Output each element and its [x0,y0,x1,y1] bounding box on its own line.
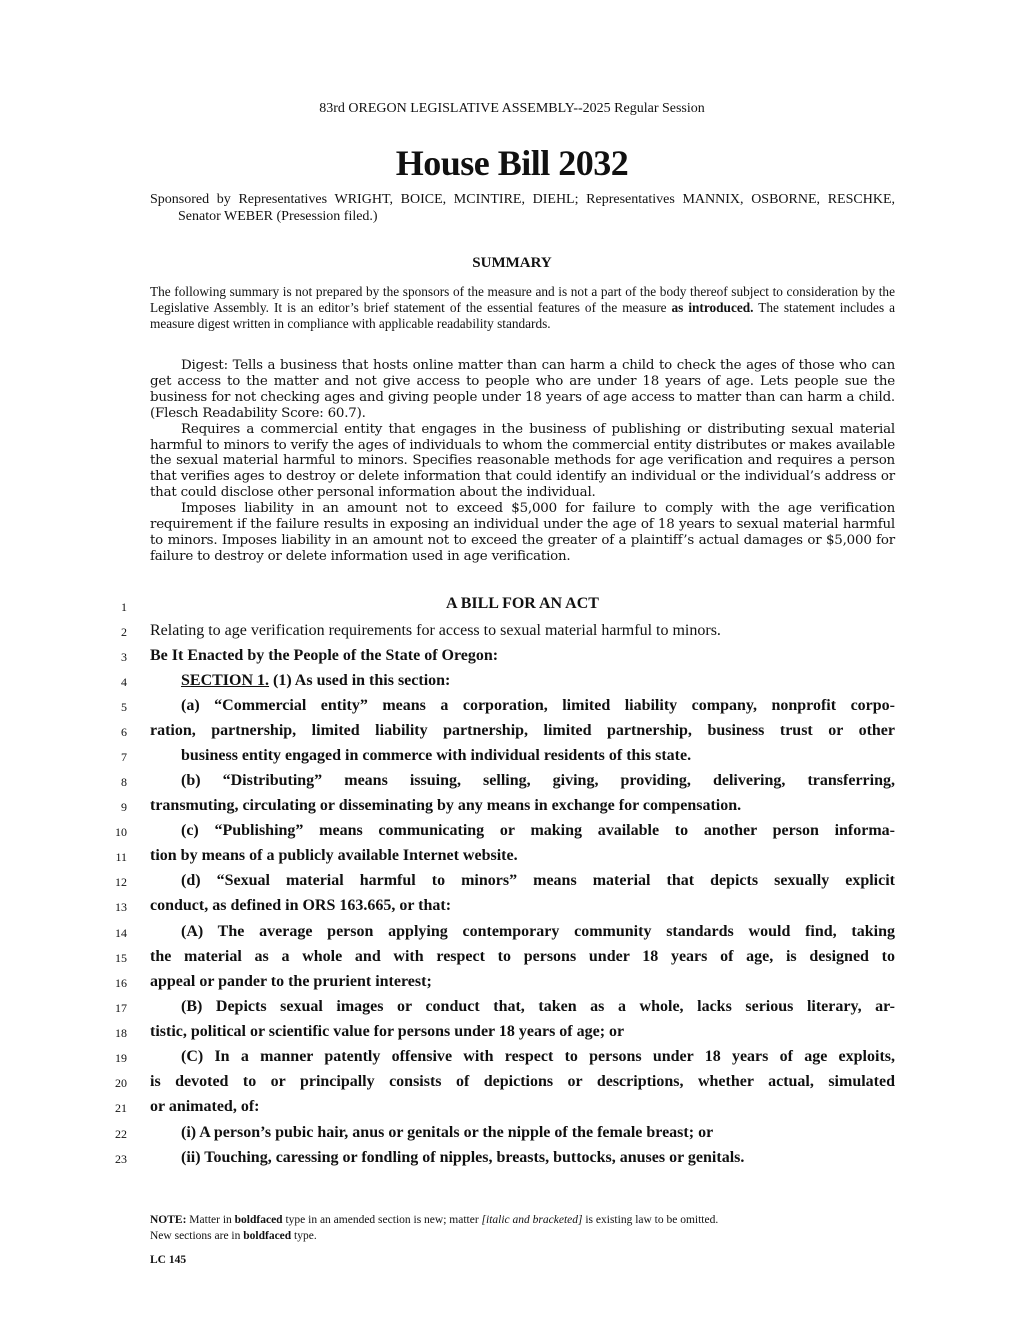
line-number: 8 [121,775,127,789]
footer-note [150,1213,895,1244]
bill-line: (b) “Distributing” means issuing, selling, giving, providing, delivering, transferring, [181,772,895,789]
line-number: 22 [115,1127,127,1141]
bill-line: tion by means of a publicly available Internet website. [150,847,518,864]
bill-line: (C) In a manner patently offensive with respect to persons under 18 years of age exploits, [181,1048,895,1065]
bill-line: or animated, of: [150,1098,260,1115]
bill-line: the material as a whole and with respect to persons under 18 years of age, is designed to [150,948,895,965]
digest-paragraph: Digest: Tells a business that hosts online matter than can harm a child to check the ages of those who can get access to the matter and not give access to people who are under 18 years of age. Lets people sue the business for not checking ages and giving people under 18 years of age access to matter than can harm a child. (Flesch Readability Score: 60.7). [150,358,895,421]
line-number: 4 [121,675,127,689]
line-number: 7 [121,750,127,764]
line-number: 2 [121,625,127,639]
bill-line: (a) “Commercial entity” means a corporation, limited liability company, nonprofit corpo- [181,697,895,714]
summary-intro [150,284,895,331]
bill-line: (A) The average person applying contemporary community standards would find, taking [181,923,895,940]
bill-line: ration, partnership, limited liability partnership, limited partnership, business trust or other [150,722,895,739]
bill-line: transmuting, circulating or disseminating by any means in exchange for compensation. [150,797,742,814]
line-number: 11 [115,850,127,864]
bill-line: appeal or pander to the prurient interest; [150,973,432,990]
line-number: 10 [115,825,127,839]
line-number: 20 [115,1076,127,1090]
summary-digest [150,358,895,565]
summary-heading: SUMMARY [472,255,552,271]
note-label: NOTE: [150,1214,187,1226]
line-number: 5 [121,700,127,714]
lc-number: LC 145 [150,1254,187,1266]
bill-line: Be It Enacted by the People of the State of Oregon: [150,647,499,664]
note-text: is existing law to be omitted. [582,1214,719,1226]
digest-paragraph-2: Requires a commercial entity that engages in the business of publishing or distributing sexual material harmful to minors to verify the ages of individuals to whom the commercial entity distributes or makes available the sexual material harmful to minors. Specifies reasonable methods for age verification and requires a person that verifies ages to destroy or delete information that could identify an individual or the individual’s address or that could disclose other personal information about the individual. [150,421,895,501]
digest-paragraph-3: Imposes liability in an amount not to exceed $5,000 for failure to comply with the age verification requirement if the failure results in exposing an individual under the age of 18 years to sexual material harmful to minors. Imposes liability in an amount not to exceed the greater of a plaintiff’s actual damages or $5,000 for failure to destroy or delete information used in age verification. [150,501,895,564]
line-number: 3 [121,650,127,664]
summary-intro-text-2: The statement includes a measure digest written in compliance with applicable readability standards. [150,299,895,331]
session-header: 83rd OREGON LEGISLATIVE ASSEMBLY--2025 Regular Session [319,101,705,116]
line-number: 16 [115,976,127,990]
line-number: 15 [115,951,127,965]
bill-heading: A BILL FOR AN ACT [446,595,599,612]
bill-title: House Bill 2032 [395,143,629,183]
note-text: type in an amended section is new; matter [282,1214,482,1226]
bill-line [150,671,895,691]
section-label: SECTION 1. [181,672,270,689]
summary-intro-text: The following summary is not prepared by the sponsors of the measure and is not a part of the body thereof subject to consideration by the Legislative Assembly. It is an editor’s brief statement of the essential features of the measure [150,284,895,315]
line-number: 13 [115,900,127,914]
bill-line: (d) “Sexual material harmful to minors” means material that depicts sexually explicit [181,872,895,889]
line-number: 1 [121,600,127,614]
bill-line: (B) Depicts sexual images or conduct that, taken as a whole, lacks serious literary, ar- [181,998,895,1015]
bill-line: (ii) Touching, caressing or fondling of nipples, breasts, buttocks, anuses or genitals. [181,1149,745,1166]
note-bold: boldfaced [234,1214,283,1226]
bill-line-text: (1) As used in this section: [269,672,451,689]
line-number: 6 [121,725,127,739]
line-number: 23 [115,1152,127,1166]
line-number: 14 [115,926,127,940]
bill-line: is devoted to or principally consists of depictions or descriptions, whether actual, simulated [150,1073,895,1090]
note-text: New sections are in [150,1229,244,1242]
bill-line: (i) A person’s pubic hair, anus or genitals or the nipple of the female breast; or [181,1124,714,1141]
note-text: Matter in [186,1214,235,1226]
note-text: type. [291,1229,317,1242]
bill-line: tistic, political or scientific value for persons under 18 years of age; or [150,1023,625,1040]
line-number: 17 [115,1001,127,1015]
bill-line: Relating to age verification requirements for access to sexual material harmful to minors. [150,622,721,639]
line-number: 18 [115,1026,127,1040]
bill-line: business entity engaged in commerce with individual residents of this state. [181,747,692,764]
bill-line: (c) “Publishing” means communicating or making available to another person informa- [181,822,895,839]
bill-line: conduct, as defined in ORS 163.665, or that: [150,897,452,914]
sponsors-text: Sponsored by Representatives WRIGHT, BOICE, MCINTIRE, DIEHL; Representatives MANNIX, OSBORNE, RESCHKE, Senator WEBER (Presession filed.) [150,192,895,224]
summary-intro-bold: as introduced. [671,299,754,315]
line-number: 19 [115,1051,127,1065]
line-number: 21 [115,1101,127,1115]
line-number: 12 [115,875,127,889]
note-bold: boldfaced [243,1229,292,1242]
line-number: 9 [121,800,127,814]
note-italic: [italic and bracketed] [481,1214,583,1226]
